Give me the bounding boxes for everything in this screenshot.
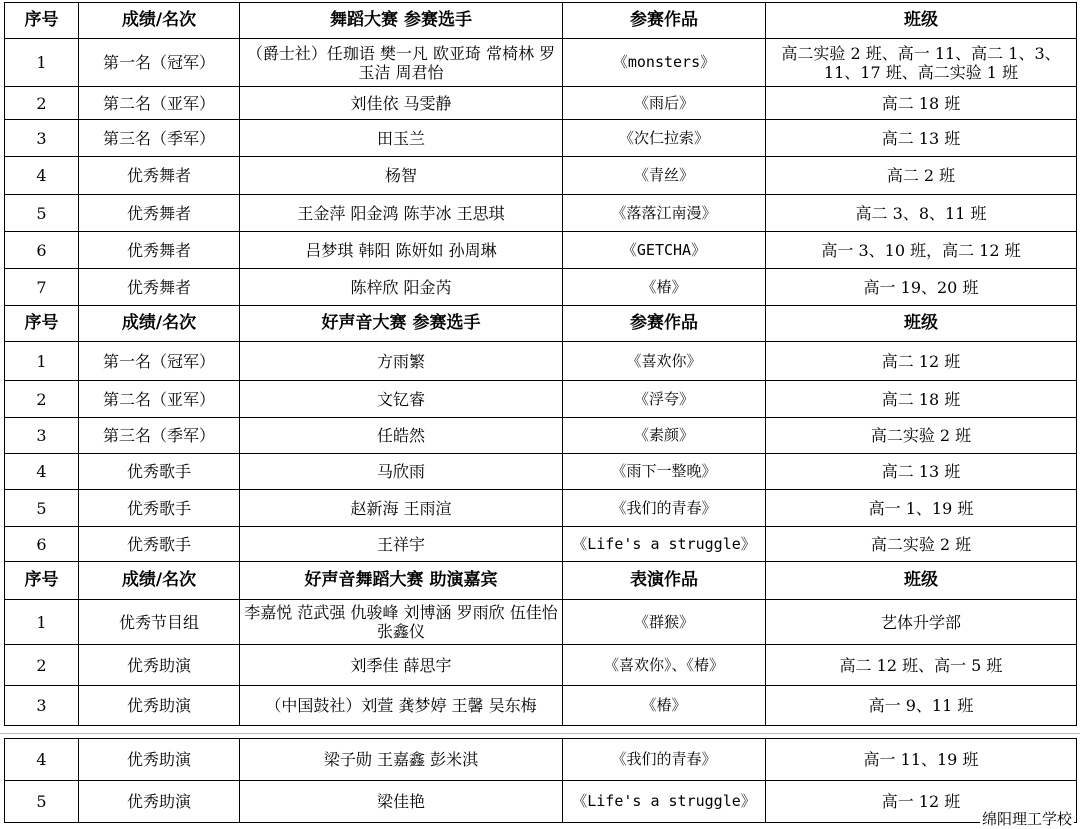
table-row <box>5 645 1077 686</box>
row-class: 高一 3、10 班，高二 12 班 <box>766 232 1077 269</box>
col-header-rank: 成绩/名次 <box>79 306 240 342</box>
table-row <box>5 686 1077 726</box>
col-header-work: 参赛作品 <box>563 306 766 342</box>
row-work: 《GETCHA》 <box>563 232 766 269</box>
row-rank: 优秀助演 <box>79 686 240 726</box>
row-rank: 优秀歌手 <box>79 527 240 562</box>
row-rank: 第三名（季军） <box>79 120 240 157</box>
row-work: 《monsters》 <box>563 39 766 87</box>
row-rank: 第二名（亚军） <box>79 381 240 418</box>
table-row <box>5 381 1077 418</box>
row-work: 《Life's a struggle》 <box>563 781 766 823</box>
row-class: 高二 18 班 <box>766 381 1077 418</box>
row-players: 王祥宇 <box>240 527 563 562</box>
row-rank: 优秀舞者 <box>79 157 240 195</box>
table-row <box>5 342 1077 381</box>
row-class: 高一 1、19 班 <box>766 490 1077 527</box>
row-no: 3 <box>5 686 79 726</box>
row-rank: 优秀节目组 <box>79 600 240 645</box>
row-no: 1 <box>5 39 79 87</box>
row-players: 梁佳艳 <box>240 781 563 823</box>
row-rank: 优秀舞者 <box>79 269 240 306</box>
row-players: 田玉兰 <box>240 120 563 157</box>
row-class: 高二 13 班 <box>766 120 1077 157</box>
col-header-rank: 成绩/名次 <box>79 562 240 600</box>
row-work: 《群猴》 <box>563 600 766 645</box>
row-players: 刘佳依 马雯静 <box>240 87 563 120</box>
row-rank: 优秀歌手 <box>79 454 240 490</box>
row-class: 高二 12 班、高一 5 班 <box>766 645 1077 686</box>
row-no: 3 <box>5 418 79 454</box>
awards-table <box>4 2 1077 726</box>
row-no: 5 <box>5 195 79 232</box>
awards-table-continued <box>4 738 1077 823</box>
row-players: 马欣雨 <box>240 454 563 490</box>
table-row <box>5 269 1077 306</box>
row-work: 《我们的青春》 <box>563 490 766 527</box>
table-row <box>5 195 1077 232</box>
table-row <box>5 454 1077 490</box>
col-header-work: 表演作品 <box>563 562 766 600</box>
row-players: 李嘉悦 范武强 仇骏峰 刘博涵 罗雨欣 伍佳怡 张鑫仪 <box>240 600 563 645</box>
row-no: 1 <box>5 342 79 381</box>
table-row <box>5 232 1077 269</box>
table-row <box>5 781 1077 823</box>
row-no: 5 <box>5 490 79 527</box>
page-break-divider <box>0 733 1080 734</box>
row-rank: 优秀舞者 <box>79 232 240 269</box>
row-class: 高二实验 2 班 <box>766 527 1077 562</box>
row-no: 2 <box>5 87 79 120</box>
row-class: 高一 11、19 班 <box>766 739 1077 781</box>
row-rank: 优秀助演 <box>79 645 240 686</box>
table-row <box>5 120 1077 157</box>
row-work: 《素颜》 <box>563 418 766 454</box>
col-header-class: 班级 <box>766 3 1077 39</box>
table-row <box>5 600 1077 645</box>
row-work: 《落落江南漫》 <box>563 195 766 232</box>
row-no: 4 <box>5 157 79 195</box>
row-rank: 优秀舞者 <box>79 195 240 232</box>
col-header-class: 班级 <box>766 562 1077 600</box>
row-class: 高一 12 班 <box>766 781 1077 823</box>
col-header-players: 好声音大赛 参赛选手 <box>240 306 563 342</box>
row-class: 高二 18 班 <box>766 87 1077 120</box>
table-row <box>5 39 1077 87</box>
row-work: 《椿》 <box>563 686 766 726</box>
row-players: 梁子勋 王嘉鑫 彭米淇 <box>240 739 563 781</box>
row-class: 高二 13 班 <box>766 454 1077 490</box>
row-work: 《雨后》 <box>563 87 766 120</box>
col-header-players: 好声音舞蹈大赛 助演嘉宾 <box>240 562 563 600</box>
row-work: 《椿》 <box>563 269 766 306</box>
row-players: （中国鼓社）刘萱 龚梦婷 王馨 吴东梅 <box>240 686 563 726</box>
row-work: 《喜欢你》 <box>563 342 766 381</box>
row-class: 高二 12 班 <box>766 342 1077 381</box>
row-no: 4 <box>5 454 79 490</box>
row-no: 2 <box>5 645 79 686</box>
row-no: 1 <box>5 600 79 645</box>
row-class: 高二实验 2 班 <box>766 418 1077 454</box>
header-row-singing <box>5 306 1077 342</box>
row-players: 杨智 <box>240 157 563 195</box>
row-class: 高二实验 2 班、高一 11、高二 1、3、11、17 班、高二实验 1 班 <box>766 39 1077 87</box>
row-players: 赵新海 王雨渲 <box>240 490 563 527</box>
row-class: 艺体升学部 <box>766 600 1077 645</box>
row-work: 《浮夸》 <box>563 381 766 418</box>
row-no: 2 <box>5 381 79 418</box>
row-players: 陈梓欣 阳金芮 <box>240 269 563 306</box>
row-work: 《青丝》 <box>563 157 766 195</box>
row-players: 任皓然 <box>240 418 563 454</box>
row-players: 吕梦琪 韩阳 陈妍如 孙周琳 <box>240 232 563 269</box>
col-header-players: 舞蹈大赛 参赛选手 <box>240 3 563 39</box>
row-work: 《Life's a struggle》 <box>563 527 766 562</box>
row-players: 方雨繁 <box>240 342 563 381</box>
row-class: 高二 3、8、11 班 <box>766 195 1077 232</box>
school-name-footer: 绵阳理工学校 <box>981 810 1072 828</box>
col-header-no: 序号 <box>5 562 79 600</box>
row-class: 高二 2 班 <box>766 157 1077 195</box>
row-rank: 第一名（冠军） <box>79 39 240 87</box>
row-no: 7 <box>5 269 79 306</box>
col-header-no: 序号 <box>5 3 79 39</box>
row-rank: 第三名（季军） <box>79 418 240 454</box>
col-header-work: 参赛作品 <box>563 3 766 39</box>
row-players: 文钇睿 <box>240 381 563 418</box>
row-rank: 优秀助演 <box>79 781 240 823</box>
row-no: 5 <box>5 781 79 823</box>
col-header-rank: 成绩/名次 <box>79 3 240 39</box>
table-row <box>5 87 1077 120</box>
table-row <box>5 418 1077 454</box>
table-row <box>5 527 1077 562</box>
row-class: 高一 19、20 班 <box>766 269 1077 306</box>
row-work: 《喜欢你》、《椿》 <box>563 645 766 686</box>
row-work: 《我们的青春》 <box>563 739 766 781</box>
table-row <box>5 739 1077 781</box>
row-rank: 第二名（亚军） <box>79 87 240 120</box>
row-class: 高一 9、11 班 <box>766 686 1077 726</box>
row-rank: 优秀助演 <box>79 739 240 781</box>
row-work: 《次仁拉索》 <box>563 120 766 157</box>
row-no: 6 <box>5 232 79 269</box>
col-header-no: 序号 <box>5 306 79 342</box>
col-header-class: 班级 <box>766 306 1077 342</box>
row-work: 《雨下一整晚》 <box>563 454 766 490</box>
table-row <box>5 157 1077 195</box>
row-rank: 第一名（冠军） <box>79 342 240 381</box>
row-players: 刘季佳 薛思宇 <box>240 645 563 686</box>
row-players: 王金萍 阳金鸿 陈芋冰 王思琪 <box>240 195 563 232</box>
row-no: 4 <box>5 739 79 781</box>
header-row-guests <box>5 562 1077 600</box>
row-rank: 优秀歌手 <box>79 490 240 527</box>
row-no: 3 <box>5 120 79 157</box>
row-players: （爵士社）任珈语 樊一凡 欧亚琦 常椅林 罗玉洁 周君怡 <box>240 39 563 87</box>
row-no: 6 <box>5 527 79 562</box>
header-row-dance <box>5 3 1077 39</box>
table-row <box>5 490 1077 527</box>
